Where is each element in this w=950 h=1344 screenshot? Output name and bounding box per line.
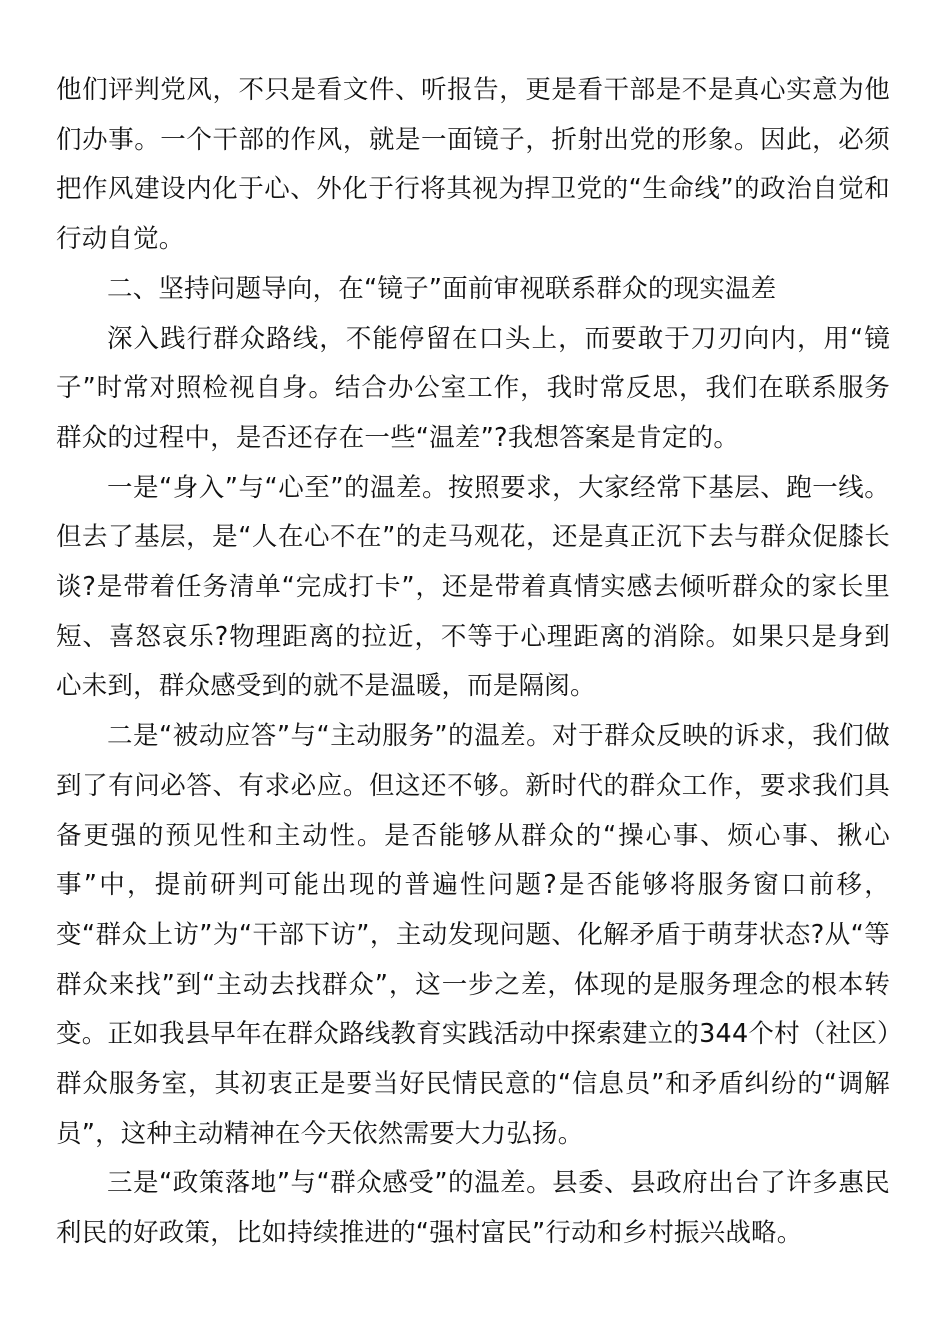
paragraph-point-one: 一是“身入”与“心至”的温差。按照要求，大家经常下基层、跑一线。但去了基层，是“人在心不在”的走马观花，还是真正沉下去与群众促膝长谈?是带着任务清单“完成打卡”，还是带着真情实感去倾听群众的家长里短、喜怒哀乐?物理距离的拉近，不等于心理距离的消除。如果只是身到心未到，群众感受到的就不是温暖，而是隔阂。 <box>56 472 890 702</box>
document-page <box>56 66 890 1259</box>
paragraph-intro: 深入践行群众路线，不能停留在口头上，而要敢于刀刃向内，用“镜子”时常对照检视自身。结合办公室工作，我时常反思，我们在联系服务群众的过程中，是否还存在一些“温差”?我想答案是肯定的。 <box>56 323 890 453</box>
paragraph-point-two: 二是“被动应答”与“主动服务”的温差。对于群众反映的诉求，我们做到了有问必答、有求必应。但这还不够。新时代的群众工作，要求我们具备更强的预见性和主动性。是否能够从群众的“操心事、烦心事、揪心事”中，提前研判可能出现的普遍性问题?是否能够将服务窗口前移，变“群众上访”为“干部下访”，主动发现问题、化解矛盾于萌芽状态?从“等群众来找”到“主动去找群众”，这一步之差，体现的是服务理念的根本转变。正如我县早年在群众路线教育实践活动中探索建立的344个村（社区）群众服务室，其初衷正是要当好民情民意的“信息员”和矛盾纠纷的“调解员”，这种主动精神在今天依然需要大力弘扬。 <box>56 721 890 1149</box>
paragraph-continuation: 他们评判党风，不只是看文件、听报告，更是看干部是不是真心实意为他们办事。一个干部的作风，就是一面镜子，折射出党的形象。因此，必须把作风建设内化于心、外化于行将其视为捍卫党的“生命线”的政治自觉和行动自觉。 <box>56 75 890 255</box>
paragraph-point-three: 三是“政策落地”与“群众感受”的温差。县委、县政府出台了许多惠民利民的好政策，比如持续推进的“强村富民”行动和乡村振兴战略。 <box>56 1168 890 1249</box>
section-heading: 二、坚持问题导向，在“镜子”面前审视联系群众的现实温差 <box>107 273 777 304</box>
